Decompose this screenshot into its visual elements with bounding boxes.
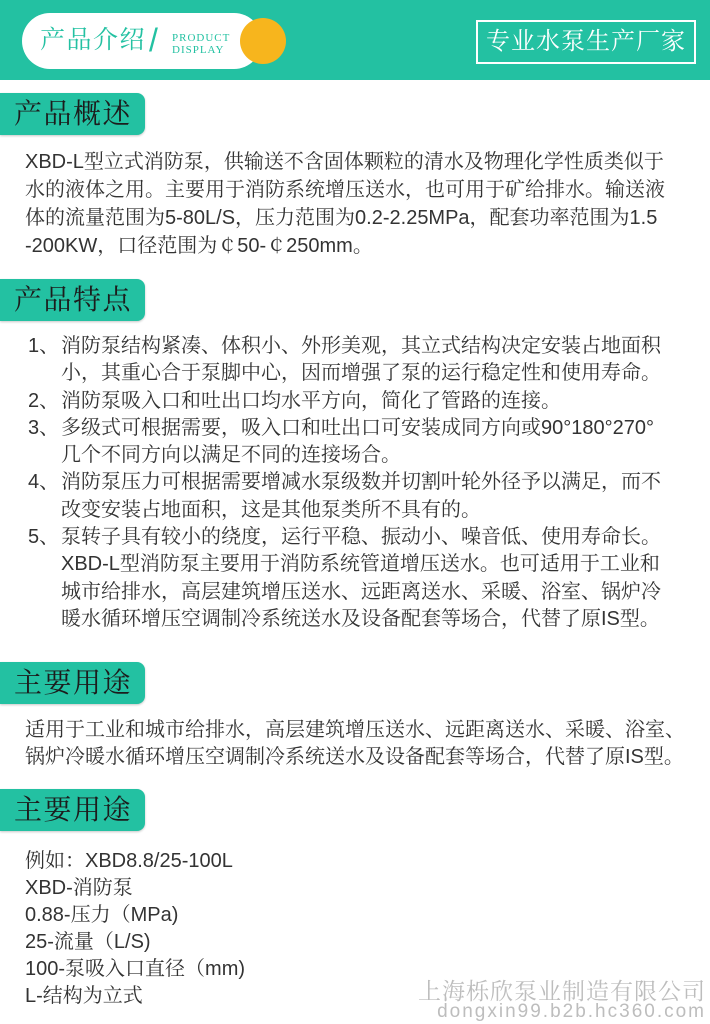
list-item-first-line bbox=[28, 415, 661, 442]
list-item bbox=[28, 415, 661, 470]
section-heading-text: 主要用途 bbox=[14, 794, 133, 825]
list-item-text: 消防泵压力可根据需要增减水泵级数并切割叶轮外径予以满足，而不 bbox=[61, 471, 661, 494]
list-item bbox=[28, 524, 661, 633]
list-item-number: 1、 bbox=[28, 335, 60, 357]
section-heading-usage bbox=[0, 662, 145, 704]
model-line: 100-泵吸入口直径（mm) bbox=[25, 958, 246, 980]
list-item-first-line bbox=[28, 469, 661, 496]
section-heading-text: 产品特点 bbox=[14, 284, 133, 315]
model-legend bbox=[25, 848, 245, 1010]
list-item-number: 5、 bbox=[28, 526, 60, 549]
paragraph-line: 适用于工业和城市给排水，高层建筑增压送水、远距离送水、采暖、浴室、 bbox=[25, 719, 685, 741]
section-heading-text: 产品概述 bbox=[14, 98, 133, 129]
list-item-first-line bbox=[28, 524, 661, 551]
model-line: 25-流量（L/S) bbox=[25, 931, 151, 953]
paragraph-line: 水的液体之用。主要用于消防系统增压送水，也可用于矿给排水。输送液 bbox=[25, 179, 665, 201]
list-item-text: 城市给排水，高层建筑增压送水、远距离送水、采暖、浴室、锅炉冷 bbox=[61, 580, 661, 603]
list-item-number: 2、 bbox=[28, 389, 60, 412]
overview-paragraph bbox=[25, 148, 665, 260]
list-item-text: 改变安装占地面积，这是其他泵类所不具有的。 bbox=[61, 498, 481, 521]
list-item-text: XBD-L型消防泵主要用于消防系统管道增压送水。也可适用于工业和 bbox=[61, 553, 660, 576]
section-heading-model bbox=[0, 789, 145, 831]
header-bar bbox=[0, 0, 710, 80]
list-item-text: 泵转子具有较小的绕度，运行平稳、振动小、噪音低、使用寿命长。 bbox=[61, 526, 661, 549]
section-heading-text: 主要用途 bbox=[14, 667, 133, 698]
watermark-company: 上海栎欣泵业制造有限公司 bbox=[418, 978, 706, 1004]
english-subtitle-line2: DISPLAY bbox=[172, 44, 225, 56]
list-item bbox=[28, 333, 661, 388]
list-item-text: 暖水循环增压空调制冷系统送水及设备配套等场合，代替了原IS型。 bbox=[61, 607, 660, 630]
list-item bbox=[28, 469, 661, 524]
model-line: XBD-消防泵 bbox=[25, 877, 133, 899]
list-item-text: 小，其重心合于泵脚中心，因而增强了泵的运行稳定性和使用寿命。 bbox=[61, 362, 661, 385]
section-heading-overview bbox=[0, 93, 145, 135]
tagline-box bbox=[476, 20, 696, 64]
list-item-first-line bbox=[28, 333, 661, 360]
page-title: 产品介绍 bbox=[40, 26, 147, 54]
paragraph-line: 锅炉冷暖水循环增压空调制冷系统送水及设备配套等场合，代替了原IS型。 bbox=[25, 746, 684, 768]
paragraph-line: -200KW，口径范围为￠50-￠250mm。 bbox=[25, 235, 373, 257]
usage-paragraph bbox=[25, 717, 685, 771]
section-title-pill bbox=[22, 13, 262, 69]
english-subtitle-line1: PRODUCT bbox=[172, 32, 231, 44]
list-item-text: 消防泵吸入口和吐出口均水平方向，简化了管路的连接。 bbox=[61, 389, 561, 412]
section-heading-features bbox=[0, 279, 145, 321]
list-item-first-line bbox=[28, 388, 661, 415]
title-divider-slash: / bbox=[149, 22, 158, 58]
list-item bbox=[28, 388, 661, 415]
features-list bbox=[28, 333, 661, 633]
model-line: L-结构为立式 bbox=[25, 985, 143, 1007]
tagline-text: 专业水泵生产厂家 bbox=[486, 28, 686, 55]
list-item-text: 几个不同方向以满足不同的连接场合。 bbox=[61, 444, 401, 467]
orange-circle-decoration bbox=[240, 18, 286, 64]
watermark-site: dongxin99.b2b.hc360.com bbox=[437, 1001, 706, 1022]
list-item-text: 消防泵结构紧凑、体积小、外形美观，其立式结构决定安装占地面积 bbox=[61, 335, 661, 357]
paragraph-line: XBD-L型立式消防泵，供输送不含固体颗粒的清水及物理化学性质类似于 bbox=[25, 151, 664, 173]
list-item-number: 3、 bbox=[28, 416, 60, 439]
model-line: 0.88-压力（MPa) bbox=[25, 904, 179, 926]
list-item-number: 4、 bbox=[28, 471, 60, 494]
list-item-text: 多级式可根据需要，吸入口和吐出口可安装成同方向或90°180°270° bbox=[61, 416, 654, 439]
model-line: 例如：XBD8.8/25-100L bbox=[25, 850, 233, 872]
paragraph-line: 体的流量范围为5-80L/S，压力范围为0.2-2.25MPa，配套功率范围为1.5 bbox=[25, 207, 658, 229]
